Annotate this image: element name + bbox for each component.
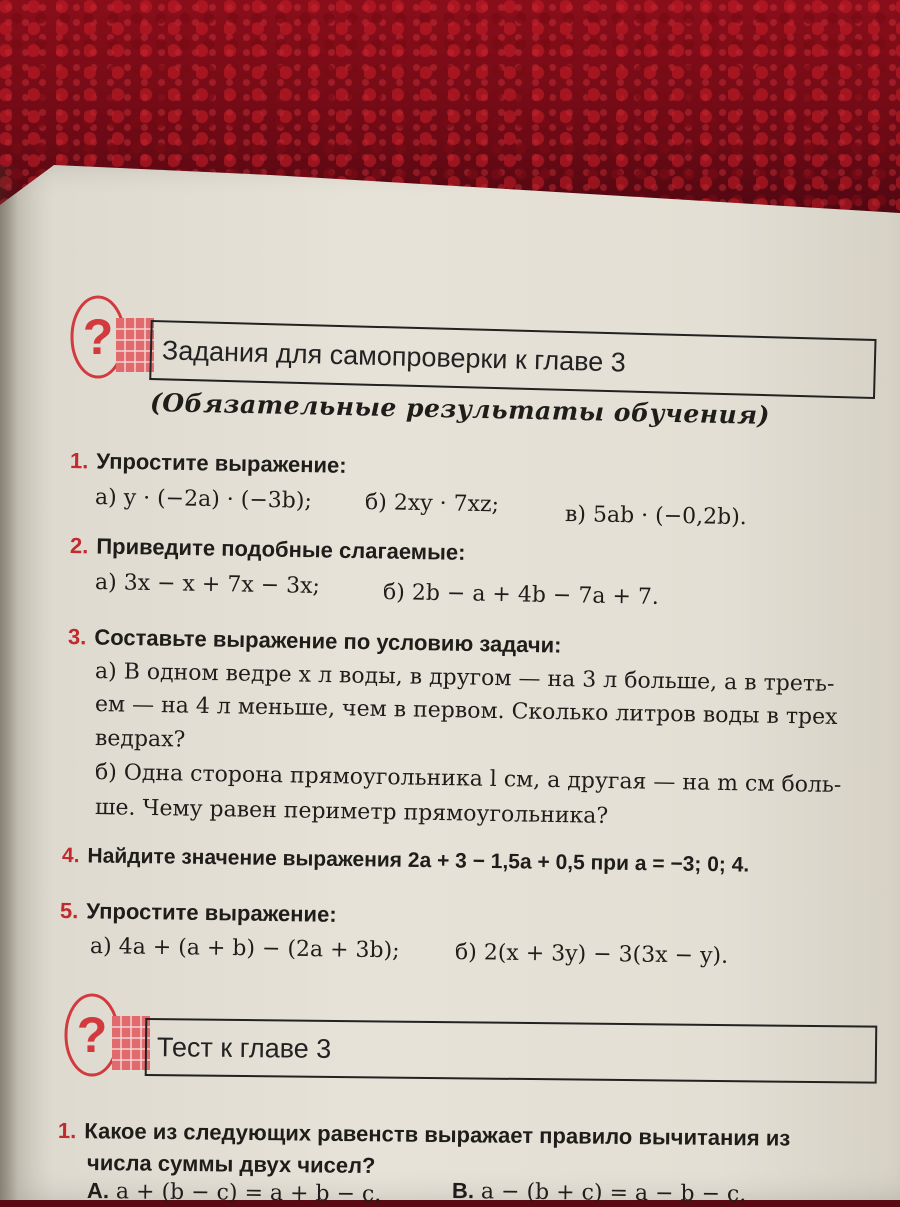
task-3 — [68, 624, 562, 659]
task-2-part-a: а) 3x − x + 7x − 3x; — [94, 570, 321, 599]
section-header-title: Тест к главе 3 — [156, 1031, 332, 1064]
svg-text:?: ? — [82, 309, 114, 365]
task-4 — [62, 843, 750, 878]
question-number: 1. — [57, 1118, 77, 1144]
section-header-title: Задания для самопроверки к главе 3 — [161, 334, 627, 377]
grid-icon — [116, 318, 154, 372]
option-label: В. — [451, 1178, 475, 1204]
test-question-1 — [58, 1118, 791, 1152]
option-label: А. — [86, 1178, 110, 1204]
option-text: a − (b + c) = a − b − c. — [480, 1179, 747, 1207]
section-header-self-check — [149, 320, 876, 399]
section-subtitle: (Обязательные результаты обучения) — [149, 388, 771, 430]
task-number: 2. — [69, 533, 89, 559]
task-3-line: ем — на 4 л меньше, чем в первом. Сколько литров воды в трех — [94, 692, 838, 730]
task-number: 3. — [67, 624, 87, 650]
option-text: a + (b − c) = a + b − c. — [115, 1179, 382, 1207]
answer-option-a[interactable] — [87, 1178, 382, 1207]
task-5-part-a: а) 4a + (a + b) − (2a + 3b); — [89, 934, 400, 964]
section-header-test — [145, 1018, 878, 1084]
task-5 — [60, 898, 337, 928]
task-title: Упростите выражение: — [86, 898, 337, 927]
task-title: Приведите подобные слагаемые: — [96, 533, 466, 565]
answer-option-b[interactable] — [452, 1178, 747, 1207]
svg-text:?: ? — [76, 1007, 108, 1063]
question-line: числа суммы двух чисел? — [86, 1150, 376, 1179]
task-1 — [70, 448, 347, 479]
task-3-line: ведрах? — [94, 726, 186, 753]
task-3-line: а) В одном ведре x л воды, в другом — на 3 л больше, а в треть- — [94, 659, 835, 697]
question-line: Какое из следующих равенств выражает правило вычитания из — [84, 1118, 791, 1151]
task-title: Упростите выражение: — [96, 448, 347, 478]
task-5-part-b: б) 2(x + 3y) − 3(3x − y). — [454, 940, 729, 969]
task-1-part-a: а) y · (−2a) · (−3b); — [94, 485, 313, 514]
task-title: Найдите значение выражения 2a + 3 − 1,5a + 0,5 при a = −3; 0; 4. — [87, 844, 750, 877]
task-number: 5. — [59, 898, 79, 924]
task-2 — [70, 533, 466, 566]
task-1-part-c: в) 5ab · (−0,2b). — [564, 502, 748, 531]
task-number: 4. — [61, 844, 80, 868]
task-2-part-b: б) 2b − a + 4b − 7a + 7. — [382, 580, 660, 610]
task-title: Составьте выражение по условию задачи: — [94, 624, 562, 658]
task-3-line: ше. Чему равен периметр прямоугольника? — [94, 795, 609, 829]
task-1-part-b: б) 2xy · 7xz; — [364, 490, 500, 518]
task-number: 1. — [69, 448, 89, 474]
task-3-line: б) Одна сторона прямоугольника l см, а другая — на m см боль- — [94, 760, 842, 799]
